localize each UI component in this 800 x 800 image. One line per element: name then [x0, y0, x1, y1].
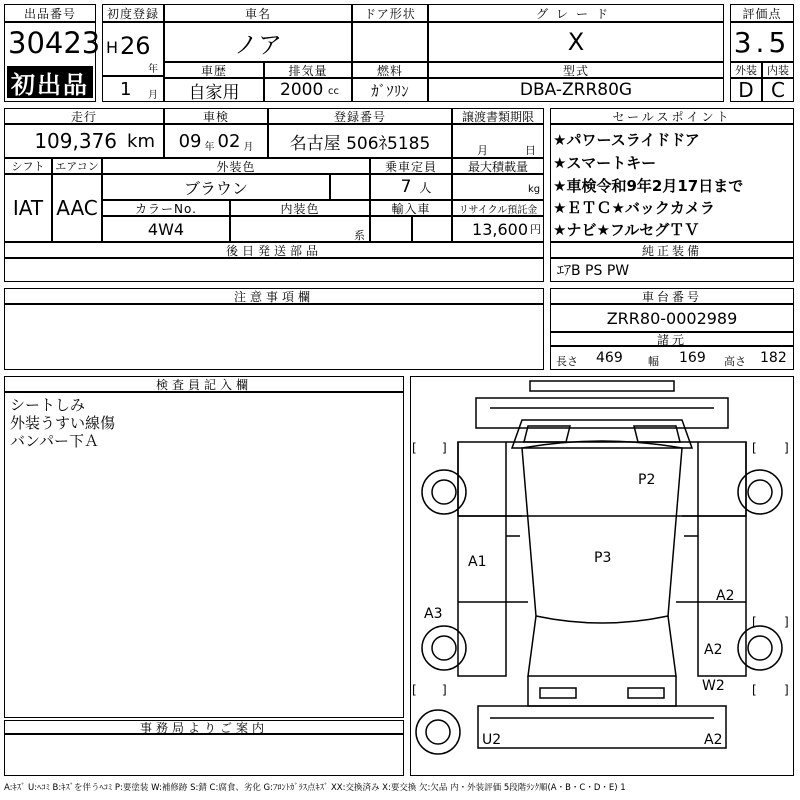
capacity-unit: 人	[419, 180, 432, 195]
car-name-header: 車名	[164, 4, 352, 22]
bracket-right-2: [	[752, 615, 757, 629]
recycle-header: リサイクル預託金	[452, 200, 544, 216]
mileage-cell	[4, 124, 164, 158]
grade-header: グレード	[428, 4, 724, 22]
score-header: 評価点	[730, 4, 794, 22]
inspector-line-3: バンパー下Ａ	[10, 432, 99, 450]
exterior-color-extra	[330, 174, 370, 200]
registration-month: 1	[120, 79, 132, 100]
interior-color-header: 内装色	[230, 200, 370, 216]
inspection-month: 02	[217, 130, 241, 152]
capacity-header: 乗車定員	[370, 158, 452, 174]
transfer-header: 譲渡書類期限	[452, 108, 544, 124]
plate-value: 名古屋 506ﾈ5185	[268, 124, 452, 158]
office-value	[4, 734, 404, 776]
shift-value: IAT	[4, 174, 52, 242]
inspection-year: 09	[178, 130, 202, 152]
plate-header: 登録番号	[268, 108, 452, 124]
history-header: 車歴	[164, 62, 264, 78]
inspection-month-unit: 月	[243, 141, 254, 153]
color-no-value: 4W4	[102, 216, 230, 242]
interior-color-unit: 系	[354, 229, 365, 242]
bracket-left-1-close: ]	[442, 441, 447, 455]
import-header: 輸入車	[370, 200, 452, 216]
displacement-header: 排気量	[264, 62, 352, 78]
fuel-header: 燃料	[352, 62, 428, 78]
bracket-right-1-close: ]	[784, 441, 789, 455]
history-value: 自家用	[164, 78, 264, 102]
interior-color-cell	[230, 216, 370, 242]
aircon-value: AAC	[52, 174, 102, 242]
lot-number: 30423	[8, 26, 101, 60]
model-header: 型式	[428, 62, 724, 78]
mark-p3: P3	[594, 550, 612, 566]
load-unit: kg	[528, 184, 541, 195]
mileage-unit: km	[127, 130, 155, 152]
score-value: 3.5	[730, 22, 794, 62]
interior-score-label: 内装	[762, 62, 794, 78]
registration-header: 初度登録	[102, 4, 164, 22]
exterior-color-value: ブラウン	[102, 174, 330, 200]
sales-point-4: ★ＥＴＣ★バックカメラ	[553, 199, 715, 217]
bracket-right-1: [	[752, 441, 757, 455]
mark-a2-rear: A2	[704, 732, 723, 748]
mark-a2-right-mid: A2	[704, 642, 723, 658]
transfer-month-unit: 月	[477, 144, 488, 157]
door-header: ドア形状	[352, 4, 428, 22]
fuel-value: ｶﾞｿﾘﾝ	[352, 78, 428, 102]
mileage-value: 109,376	[34, 129, 118, 153]
import-extra	[412, 216, 452, 242]
import-value	[370, 216, 412, 242]
chassis-value: ZRR80-0002989	[550, 304, 794, 332]
equipment-value: ｴｱB PS PW	[550, 258, 794, 282]
length-label: 長さ	[556, 355, 578, 368]
displacement-unit: cc	[328, 86, 339, 97]
displacement-value: 2000	[280, 80, 324, 100]
width-label: 幅	[648, 355, 659, 368]
capacity-value: 7	[400, 177, 412, 197]
car-diagram	[410, 376, 794, 776]
lot-number-header: 出品番号	[4, 4, 96, 22]
chassis-header: 車台番号	[550, 288, 794, 304]
sales-point-5: ★ナビ★フルセグＴＶ	[553, 221, 700, 239]
sales-point-3: ★車検令和9年2月17日まで	[553, 177, 744, 195]
transfer-day-unit: 日	[525, 144, 536, 157]
aircon-header: エアコン	[52, 158, 102, 174]
model-value: DBA-ZRR80G	[428, 78, 724, 102]
sales-points-header: セールスポイント	[550, 108, 794, 124]
shift-header: シフト	[4, 158, 52, 174]
mark-a2-right-front: A2	[716, 588, 735, 604]
bracket-right-3: [	[752, 683, 757, 697]
equipment-header: 純正装備	[550, 242, 794, 258]
mark-a1: A1	[468, 554, 487, 570]
legend: A:ｷｽﾞ U:ﾍｺﾐ B:ｷｽﾞを伴うﾍｺﾐ P:要塗装 W:補修跡 S:錆 C:腐食、劣化 G:ﾌﾛﾝﾄｶﾞﾗｽ点ｷｽﾞ XX:交換済み X:要交換 欠:欠品 内・外装評価 5段階ﾗﾝｸ順(A・B・C・D・E) 1	[4, 783, 626, 793]
bracket-left-2: [	[412, 683, 417, 697]
bracket-right-2-close: ]	[784, 615, 789, 629]
recycle-unit: 円	[530, 223, 541, 236]
exterior-score-label: 外装	[730, 62, 762, 78]
bracket-left-2-close: ]	[442, 683, 447, 697]
exterior-color-header: 外装色	[102, 158, 370, 174]
width-value: 169	[679, 350, 706, 366]
office-header: 事務局よりご案内	[4, 720, 404, 734]
exterior-score: D	[730, 78, 762, 102]
first-listing-badge: 初出品	[7, 66, 93, 98]
dimensions-header: 諸元	[550, 332, 794, 346]
mark-w2: W2	[702, 678, 725, 694]
registration-year-unit: 年	[148, 64, 158, 75]
bracket-left-1: [	[412, 441, 417, 455]
load-header: 最大積載量	[452, 158, 544, 174]
interior-score: C	[762, 78, 794, 102]
color-no-header: カラーNo.	[102, 200, 230, 216]
height-label: 高さ	[724, 355, 746, 368]
grade-value: X	[428, 22, 724, 62]
registration-year: 26	[120, 32, 151, 60]
registration-month-unit: 月	[148, 90, 158, 101]
later-parts-header: 後日発送部品	[4, 242, 544, 258]
capacity-cell	[370, 174, 452, 200]
inspection-year-unit: 年	[204, 141, 215, 153]
sales-point-2: ★スマートキー	[553, 154, 657, 172]
sales-point-1: ★パワースライドドア	[553, 131, 700, 149]
inspector-line-2: 外装うすい線傷	[10, 414, 116, 432]
length-value: 469	[596, 350, 623, 366]
mark-p2: P2	[638, 472, 656, 488]
door-value	[352, 22, 428, 62]
inspector-line-1: シートしみ	[10, 396, 86, 414]
recycle-value: 13,600	[472, 219, 528, 239]
registration-era: H	[106, 38, 119, 57]
inspection-cell	[164, 124, 268, 158]
notes-value	[4, 304, 544, 370]
mileage-header: 走行	[4, 108, 164, 124]
dimensions-box	[550, 346, 794, 370]
car-name: ノア	[164, 22, 352, 62]
later-parts-value	[4, 258, 544, 282]
mark-a3: A3	[424, 606, 443, 622]
recycle-cell	[452, 216, 544, 242]
bracket-right-3-close: ]	[784, 683, 789, 697]
height-value: 182	[760, 350, 787, 366]
mark-u2: U2	[482, 732, 502, 748]
inspection-header: 車検	[164, 108, 268, 124]
inspector-header: 検査員記入欄	[4, 376, 404, 392]
notes-header: 注意事項欄	[4, 288, 544, 304]
